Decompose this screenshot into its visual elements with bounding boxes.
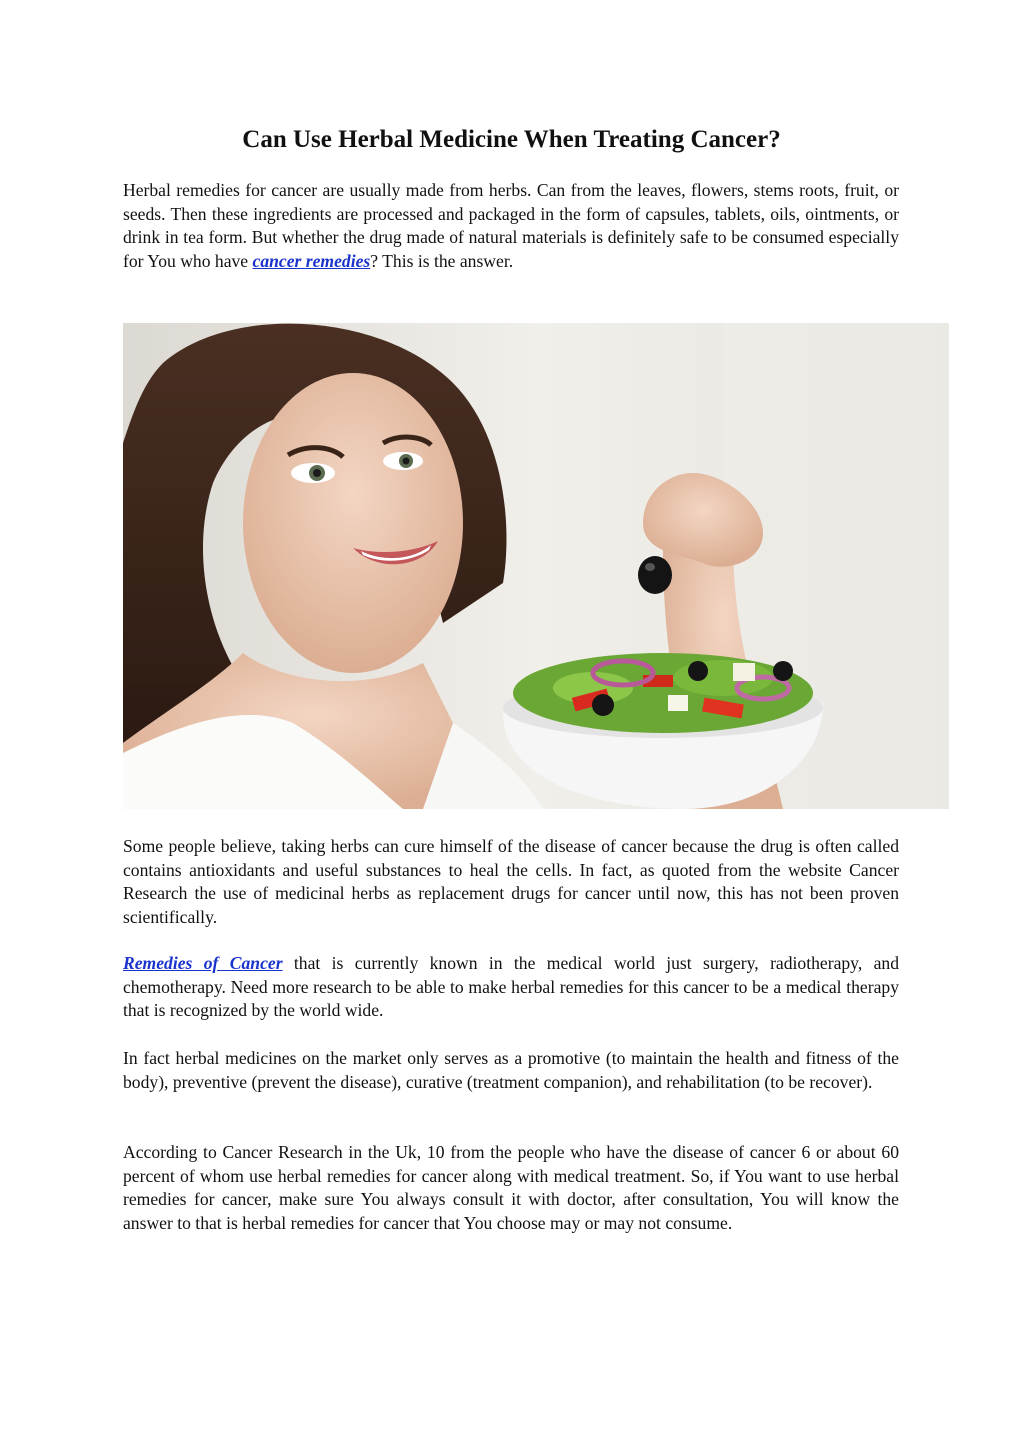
cancer-research-paragraph: According to Cancer Research in the Uk, 10 from the people who have the disease of cancer 6 or about 60 percent of whom use herbal remedies for cancer along with medical treatment. So, if You want to use herbal remedies for cancer, make sure You always consult it with doctor, after consultation, You will know the answer to that is herbal remedies for cancer that You choose may or may not consume. — [123, 1142, 899, 1233]
intro-paragraph — [123, 179, 899, 273]
remedies-of-cancer-link[interactable]: Remedies of Cancer — [123, 953, 283, 973]
market-medicines-paragraph: In fact herbal medicines on the market only serves as a promotive (to maintain the health and fitness of the body), preventive (prevent the disease), curative (treatment companion), and rehabilitation (to be recover). — [123, 1048, 899, 1092]
herbs-belief-paragraph: Some people believe, taking herbs can cure himself of the disease of cancer because the drug is often called contains antioxidants and useful substances to heal the cells. In fact, as quoted from the website Cancer Research the use of medicinal herbs as replacement drugs for cancer until now, this has not been proven scientifically. — [123, 836, 899, 927]
remedies-paragraph — [123, 952, 899, 1023]
woman-eating-salad-photo — [123, 323, 949, 809]
cancer-remedies-link[interactable]: cancer remedies — [252, 250, 371, 271]
page-title: Can Use Herbal Medicine When Treating Cancer? — [242, 126, 781, 153]
intro-text-before: Herbal remedies for cancer are usually made from herbs. Can from the leaves, flowers, stems roots, fruit, or seeds. Then these ingredients are processed and packaged in the form of capsules, tablets, oils, ointments, or drink in tea form. But whether the drug made of natural materials is definitely safe to be consumed especially for You who have — [123, 180, 899, 271]
intro-text-after: ? This is the answer. — [370, 250, 514, 271]
remedies-text-after: that is currently known in the medical world just surgery, radiotherapy, and chemotherapy. Need more research to be able to make herbal remedies for this cancer to be a medical therapy that is recognized by the world wide. — [123, 953, 899, 1021]
